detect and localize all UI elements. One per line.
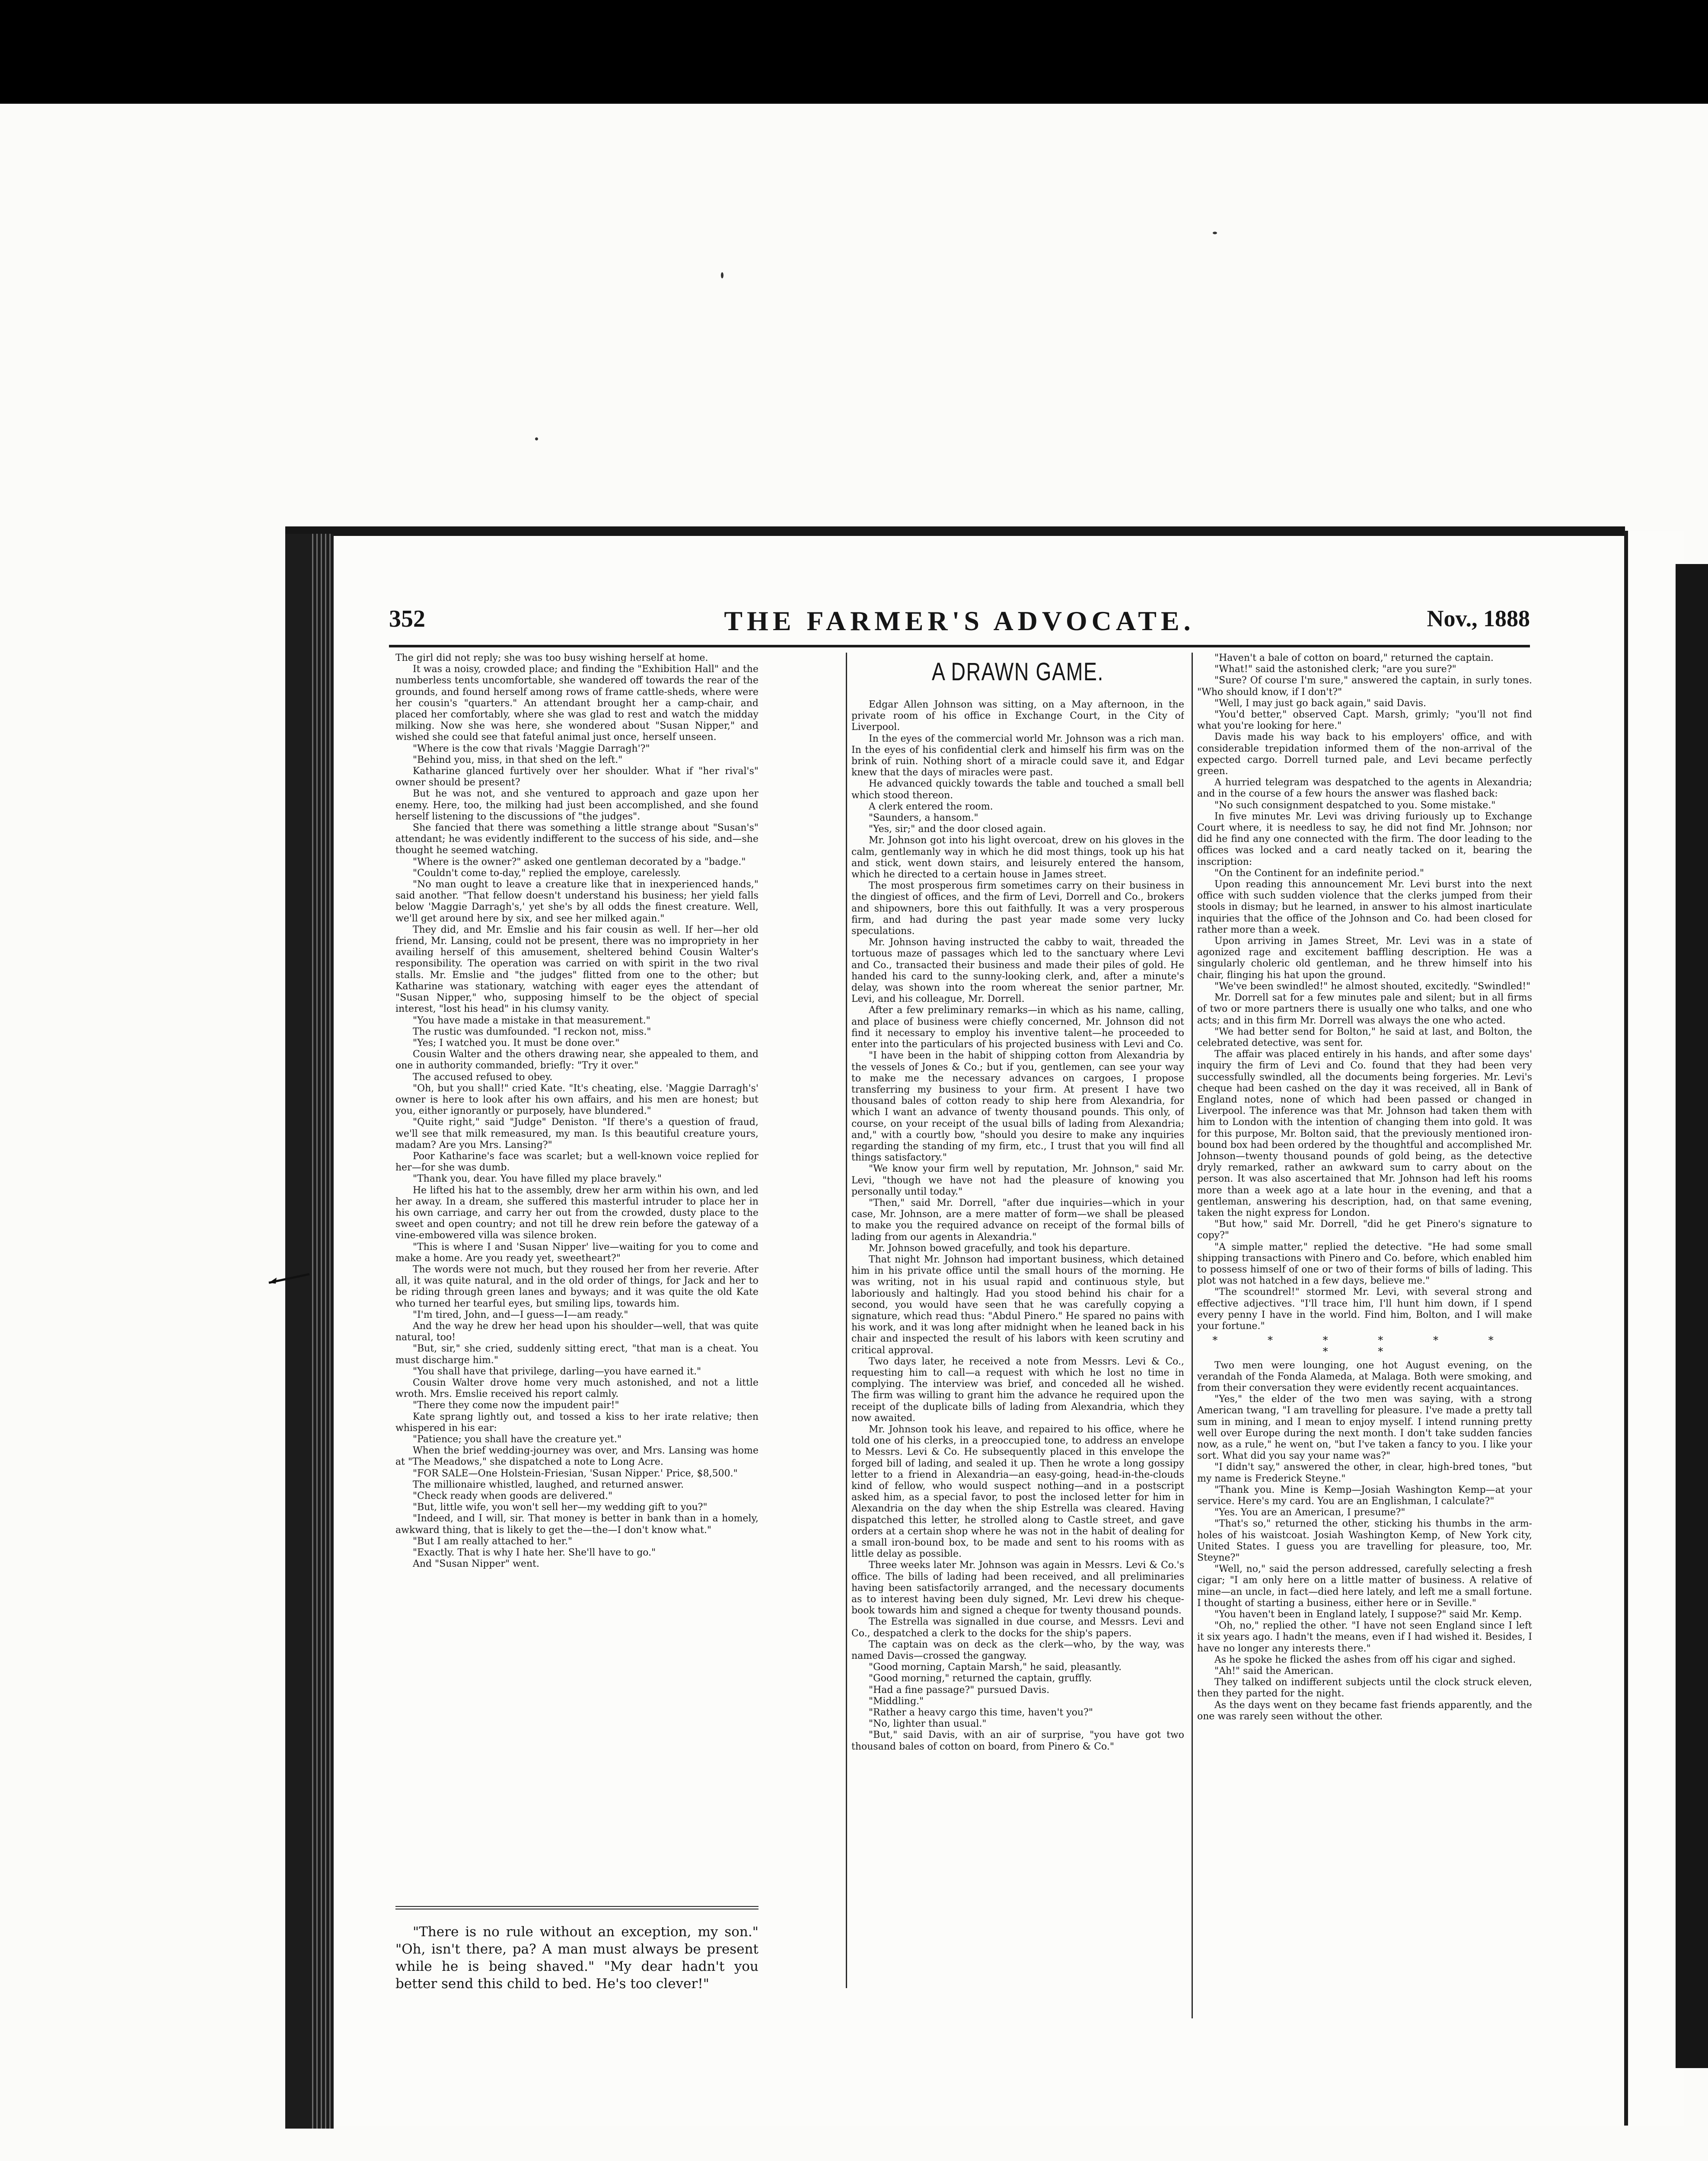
paragraph: "Thank you, dear. You have filled my place bravely." bbox=[413, 1173, 662, 1185]
paragraph: He advanced quickly towards the table and touched a small bell which stood thereon. bbox=[851, 778, 1184, 801]
issue-date: Nov., 1888 bbox=[1427, 606, 1530, 631]
paragraph: "Where is the owner?" asked one gentleman decorated by a "badge." bbox=[413, 856, 746, 867]
paragraph: "Yes, sir;" and the door closed again. bbox=[869, 824, 1046, 835]
paragraph: A clerk entered the room. bbox=[869, 801, 993, 812]
paragraph: "Yes. You are an American, I presume?" bbox=[1214, 1507, 1405, 1518]
article-title: A DRAWN GAME. bbox=[931, 658, 1104, 686]
paragraph: Three weeks later Mr. Johnson was again in Messrs. Levi & Co.'s office. The bills of lading had been received, and all preliminaries having been satisfactorily arranged, and the necessary documents as to interest having been duly signed, Mr. Levi drew his cheque-book towards him and signed a cheque for twenty thousand pounds. bbox=[851, 1560, 1184, 1616]
scan-speck bbox=[721, 272, 723, 278]
paragraph: "This is where I and 'Susan Nipper' live—waiting for you to come and make a home. Are you ready yet, sweetheart?" bbox=[395, 1241, 758, 1264]
paragraph: "We had better send for Bolton," he said at last, and Bolton, the celebrated detective, was sent for. bbox=[1197, 1026, 1532, 1049]
paragraph: "Saunders, a hansom." bbox=[869, 813, 978, 824]
paragraph: "Yes; I watched you. It must be done over." bbox=[413, 1037, 620, 1049]
paragraph: As he spoke he flicked the ashes from off his cigar and sighed. bbox=[1214, 1654, 1516, 1665]
paragraph: "No, lighter than usual." bbox=[869, 1718, 987, 1730]
paragraph: A hurried telegram was despatched to the agents in Alexandria; and in the course of a few hours the answer was flashed back: bbox=[1197, 777, 1532, 800]
header-rule bbox=[389, 645, 1530, 647]
paragraph: "You shall have that privilege, darling—you have earned it." bbox=[413, 1366, 701, 1377]
paragraph: They did, and Mr. Emslie and his fair cousin as well. If her—her old friend, Mr. Lansing, could not be present, there was no impropriety in her availing herself of this amusement, sheltered behind Cousin Walter's responsibility. The operation was carried on with spirit in the two rival stalls. Mr. Emslie and "the judges" flitted from one to the other; but Katharine was stationary, watching with eager eyes the attendant of "Susan Nipper," who, supposing himself to be the object of special interest, "lost his head" in his clumsy vanity. bbox=[395, 924, 758, 1015]
paragraph: "Ah!" said the American. bbox=[1214, 1666, 1334, 1677]
paragraph: "On the Continent for an indefinite period." bbox=[1214, 867, 1424, 879]
paragraph: "You haven't been in England lately, I suppose?" said Mr. Kemp. bbox=[1214, 1609, 1522, 1620]
paragraph: And "Susan Nipper" went. bbox=[413, 1559, 540, 1570]
paragraph: Two days later, he received a note from Messrs. Levi & Co., requesting him to call—a request with which he lost no time in complying. The interview was brief, and conceded all he wished. The firm was willing to grant him the advance he required upon the receipt of the duplicate bills of lading from Alexandria, which they now awaited. bbox=[851, 1356, 1184, 1424]
paragraph: Poor Katharine's face was scarlet; but a well-known voice replied for her—for she was dumb. bbox=[395, 1151, 758, 1173]
scan-border-right bbox=[1676, 564, 1708, 2068]
paragraph: In five minutes Mr. Levi was driving furiously up to Exchange Court where, it is needless to say, he did not find Mr. Johnson; nor did he find any one connected with the firm. The door leading to the offices was locked and a card neatly tacked on it, bearing the inscription: bbox=[1197, 811, 1532, 867]
paragraph: "What!" said the astonished clerk; "are you sure?" bbox=[1214, 664, 1456, 675]
paragraph: "We've been swindled!" he almost shouted, excitedly. "Swindled!" bbox=[1214, 981, 1531, 992]
footer-rule bbox=[395, 1906, 758, 1907]
scan-speck bbox=[1213, 232, 1217, 234]
book-page-edges bbox=[285, 534, 334, 2129]
page-header bbox=[389, 605, 1530, 635]
paragraph: "There they come now the impudent pair!" bbox=[413, 1400, 619, 1411]
paragraph: "Sure? Of course I'm sure," answered the captain, in surly tones. "Who should know, if I don't?" bbox=[1197, 675, 1532, 698]
paragraph: "But, little wife, you won't sell her—my wedding gift to you?" bbox=[413, 1502, 707, 1513]
book-spine-top bbox=[285, 526, 1625, 536]
paragraph: The girl did not reply; she was too busy wishing herself at home. bbox=[395, 653, 708, 663]
paragraph: Mr. Johnson bowed gracefully, and took his departure. bbox=[869, 1243, 1131, 1254]
paragraph: "Thank you. Mine is Kemp—Josiah Washington Kemp—at your service. Here's my card. You are an Englishman, I calculate?" bbox=[1197, 1484, 1532, 1507]
paragraph: "Patience; you shall have the creature yet." bbox=[413, 1434, 622, 1445]
paragraph: "Behind you, miss, in that shed on the left." bbox=[413, 754, 623, 765]
paragraph: Cousin Walter drove home very much astonished, and not a little wroth. Mrs. Emslie received his report calmly. bbox=[395, 1377, 758, 1400]
paragraph: The captain was on deck as the clerk—who, by the way, was named Davis—crossed the gangway. bbox=[851, 1639, 1184, 1662]
paragraph: Kate sprang lightly out, and tossed a kiss to her irate relative; then whispered in his ear: bbox=[395, 1411, 758, 1434]
paragraph: The rustic was dumfounded. "I reckon not, miss." bbox=[413, 1026, 651, 1037]
paragraph: "No man ought to leave a creature like that in inexperienced hands," said another. "That fellow doesn't understand his business; her yield falls below 'Maggie Darragh's,' yet she's by all odds the finest creature. Well, we'll get around here by six, and see her milked again." bbox=[395, 879, 758, 924]
paragraph: "Then," said Mr. Dorrell, "after due inquiries—which in your case, Mr. Johnson, are a mere matter of form—we shall be pleased to make you the required advance on receipt of the formal bills of lading from our agents in Alexandria." bbox=[851, 1197, 1184, 1243]
column-rule bbox=[846, 653, 847, 1988]
paragraph: It was a noisy, crowded place; and finding the "Exhibition Hall" and the numberless tents uncomfortable, she wandered off towards the rear of the grounds, and found herself among rows of frame cattle-sheds, where were her cousin's "quarters." An attendant brought her a camp-chair, and placed her comfortably, where she was glad to rest and watch the midday milking. Now she was here, she wondered about "Susan Nipper," and wished she could see that fateful animal just once, herself unseen. bbox=[395, 664, 758, 743]
paragraph: The Estrella was signalled in due course, and Messrs. Levi and Co., despatched a clerk to the docks for the ship's papers. bbox=[851, 1616, 1184, 1639]
paragraph: Katharine glanced furtively over her shoulder. What if "her rival's" owner should be present? bbox=[395, 766, 758, 788]
paragraph: Mr. Johnson took his leave, and repaired to his office, where he told one of his clerks, in a preoccupied tone, to address an envelope to Messrs. Levi & Co. He subsequently placed in this envelope the forged bill of lading, and sealed it up. Then he wrote a long gossipy letter to a friend in Alexandria—an easy-going, head-in-the-clouds kind of fellow, who would suspect nothing—and in a postscript asked him, as a special favor, to post the inclosed letter for him in Alexandria on the day when the ship Estrella was cleared. Having dispatched this letter, he strolled along to Castle street, and gave orders at a certain shop where he was not in the habit of dealing for a small iron-bound box, to be made and sent to his rooms with as little delay as possible. bbox=[851, 1424, 1184, 1560]
paragraph: "Haven't a bale of cotton on board," returned the captain. bbox=[1214, 653, 1494, 663]
page-number: 352 bbox=[389, 606, 425, 632]
scan-speck bbox=[535, 437, 538, 440]
paragraph: "I'm tired, John, and—I guess—I—am ready." bbox=[413, 1309, 628, 1320]
paragraph: She fancied that there was something a little strange about "Susan's" attendant; he was evidently indifferent to the success of his side, and—she thought he seemed watching. bbox=[395, 822, 758, 856]
paragraph: Davis made his way back to his employers' office, and with considerable trepidation informed them of the non-arrival of the expected cargo. Dorrell turned pale, and Levi became perfectly green. bbox=[1197, 732, 1532, 777]
paragraph: "Check ready when goods are delivered." bbox=[413, 1491, 613, 1502]
column-drawn-game-continued bbox=[1197, 653, 1532, 2014]
paragraph: "Indeed, and I will, sir. That money is better in bank than in a homely, awkward thing, that is likely to get the—the—I don't know what." bbox=[395, 1513, 758, 1536]
paragraph: The millionaire whistled, laughed, and returned answer. bbox=[413, 1479, 684, 1490]
paragraph: "FOR SALE—One Holstein-Friesian, 'Susan Nipper.' Price, $8,500." bbox=[413, 1468, 738, 1479]
paragraph: Upon arriving in James Street, Mr. Levi was in a state of agonized rage and excitement baffling description. He was a singularly choleric old gentleman, and he threw himself into his chair, flinging his hat upon the ground. bbox=[1197, 936, 1532, 981]
paragraph: "Quite right," said "Judge" Deniston. "If there's a question of fraud, we'll see that milk remeasured, my man. Is this beautiful creature yours, madam? Are you Mrs. Lansing?" bbox=[395, 1117, 758, 1151]
paragraph: "No such consignment despatched to you. Some mistake." bbox=[1214, 800, 1496, 811]
footer-anecdote bbox=[395, 1923, 758, 1992]
paragraph: That night Mr. Johnson had important business, which detained him in his private office until the small hours of the morning. He was writing, not in his usual rapid and continuous style, but laboriously and haltingly. Had you stood behind his chair for a second, you would have seen that he was carefully copying a signature, which read thus: "Abdul Pinero." He spared no pains with his work, and it was long after midnight when he leaned back in his chair and inspected the result of his labors with keen scrutiny and critical approval. bbox=[851, 1254, 1184, 1356]
column-rule bbox=[1192, 653, 1193, 2018]
paragraph: Edgar Allen Johnson was sitting, on a May afternoon, in the private room of his office in Exchange Court, in the City of Liverpool. bbox=[851, 699, 1184, 733]
paragraph: "Good morning, Captain Marsh," he said, pleasantly. bbox=[869, 1662, 1122, 1673]
paragraph: As the days went on they became fast friends apparently, and the one was rarely seen without the other. bbox=[1197, 1699, 1532, 1722]
paragraph: "Well, no," said the person addressed, carefully selecting a fresh cigar; "I am only here on a little matter of business. A relative of mine—an uncle, in fact—died here lately, and left me a small fortune. I thought of starting a business, either here or in Seville." bbox=[1197, 1564, 1532, 1609]
paragraph: "Yes," the elder of the two men was saying, with a strong American twang, "I am travelling for pleasure. I've made a pretty tall sum in mining, and I mean to enjoy myself. I intend running pretty well over Europe during the next month. I don't take sudden fancies now, as a rule," he went on, "but I've taken a fancy to you. I like your sort. What did you say your name was?" bbox=[1197, 1394, 1532, 1462]
paragraph: The most prosperous firm sometimes carry on their business in the dingiest of offices, and the firm of Levi, Dorrell and Co., brokers and shipowners, bore this out faithfully. It was a very prosperous firm, and had during the past year made some very lucky speculations. bbox=[851, 880, 1184, 937]
paragraph: "Exactly. That is why I hate her. She'll have to go." bbox=[413, 1547, 656, 1559]
anecdote-text: "There is no rule without an exception, my son." "Oh, isn't there, pa? A man must always be present while he is being shaved." "My dear hadn't you better send this child to bed. He's too clever!" bbox=[395, 1924, 758, 1992]
paragraph: "Had a fine passage?" pursued Davis. bbox=[869, 1684, 1050, 1696]
paragraph: When the brief wedding-journey was over, and Mrs. Lansing was home at "The Meadows," she dispatched a note to Long Acre. bbox=[395, 1445, 758, 1468]
paragraph: "Oh, but you shall!" cried Kate. "It's cheating, else. 'Maggie Darragh's' owner is here to look after his own affairs, and his men are honest; but you, either ignorantly or purposely, have blundered." bbox=[395, 1083, 758, 1117]
paragraph: "We know your firm well by reputation, Mr. Johnson," said Mr. Levi, "though we have not had the pleasure of knowing you personally until today." bbox=[851, 1163, 1184, 1197]
paragraph: Mr. Johnson having instructed the cabby to wait, threaded the tortuous maze of passages which led to the sanctuary where Levi and Co., transacted their business and made their piles of gold. He handed his card to the sunny-looking clerk, and, after a minute's delay, was shown into the room whereat the senior partner, Mr. Levi, and his colleague, Mr. Dorrell. bbox=[851, 937, 1184, 1005]
paragraph: "Rather a heavy cargo this time, haven't you?" bbox=[869, 1707, 1093, 1718]
paragraph: "You'd better," observed Capt. Marsh, grimly; "you'll not find what you're looking for here." bbox=[1197, 709, 1532, 732]
paragraph: "I have been in the habit of shipping cotton from Alexandria by the vessels of Jones & Co.; but if you, gentlemen, can see your way to make me the necessary advances on cargoes, I propose transferring my business to your firm. At present I have two thousand bales of cotton ready to ship here from Alexandria, for which I want an advance of twenty thousand pounds. This only, of course, on your receipt of the usual bills of lading from Alexandria; and," with a courtly bow, "should you desire to make any inquiries regarding the standing of my firm, etc., I trust that you will find all things satisfactory." bbox=[851, 1050, 1184, 1163]
paragraph: The words were not much, but they roused her from her reverie. After all, it was quite natural, and in the old order of things, for Jack and her to be riding through green lanes and byways; and it was quite the old Kate who turned her tearful eyes, but smiling lips, towards him. bbox=[395, 1264, 758, 1309]
column-drawn-game bbox=[851, 653, 1184, 1984]
paragraph: "I didn't say," answered the other, in clear, high-bred tones, "but my name is Frederick Steyne." bbox=[1197, 1462, 1532, 1484]
paragraph: Two men were lounging, one hot August evening, on the verandah of the Fonda Alameda, at Malaga. Both were smoking, and from their conversation they were evidently recent acquaintances. bbox=[1197, 1360, 1532, 1393]
paragraph: Mr. Dorrell sat for a few minutes pale and silent; but in all firms of two or more partners there is usually one who talks, and one who acts; and in this firm Mr. Dorrell was always the one who acted. bbox=[1197, 992, 1532, 1026]
paragraph: "But I am really attached to her." bbox=[413, 1536, 573, 1547]
paragraph: "A simple matter," replied the detective. "He had some small shipping transactions with Pinero and Co. before, which enabled him to possess himself of one or two of their forms of bills of lading. This plot was not hatched in a few days, believe me." bbox=[1197, 1241, 1532, 1287]
paragraph: "But, sir," she cried, suddenly sitting erect, "that man is a cheat. You must discharge him." bbox=[395, 1343, 758, 1366]
column-story-continued bbox=[395, 653, 758, 1902]
paragraph: Cousin Walter and the others drawing near, she appealed to them, and one in authority commanded, briefly: "Try it over." bbox=[395, 1049, 758, 1071]
paragraph: He lifted his hat to the assembly, drew her arm within his own, and led her away. In a dream, she suffered this masterful intruder to place her in his own carriage, and carry her out from the crowded, dusty place to the sweet and open country; and not till he drew rein before the gateway of a vine-embowered villa was silence broken. bbox=[395, 1185, 758, 1241]
paragraph: "Good morning," returned the captain, gruffly. bbox=[869, 1673, 1092, 1684]
paragraph: "You have made a mistake in that measurement." bbox=[413, 1015, 650, 1026]
paragraph: "Well, I may just go back again," said Davis. bbox=[1214, 698, 1427, 709]
paragraph: After a few preliminary remarks—in which as his name, calling, and place of business were chiefly concerned, Mr. Johnson did not find it necessary to employ his inventive talent—he proceeded to enter into the particulars of his projected business with Levi and Co. bbox=[851, 1005, 1184, 1050]
section-break: * * * * * * * * bbox=[1212, 1334, 1517, 1358]
paragraph: "That's so," returned the other, sticking his thumbs in the arm-holes of his waistcoat. Josiah Washington Kemp, of New York city, United States. I guess you are travelling for pleasure, too, Mr. Steyne?" bbox=[1197, 1518, 1532, 1564]
paragraph: "But," said Davis, with an air of surprise, "you have got two thousand bales of cotton on board, from Pinero & Co." bbox=[851, 1730, 1184, 1752]
paragraph: And the way he drew her head upon his shoulder—well, that was quite natural, too! bbox=[395, 1320, 758, 1343]
publication-title: THE FARMER'S ADVOCATE. bbox=[724, 606, 1195, 636]
paragraph: "But how," said Mr. Dorrell, "did he get Pinero's signature to copy?" bbox=[1197, 1219, 1532, 1241]
paragraph: "Oh, no," replied the other. "I have not seen England since I left it six years ago. I hadn't the means, even if I had wished it. Besides, I have no longer any interests there." bbox=[1197, 1620, 1532, 1654]
paragraph: "Where is the cow that rivals 'Maggie Darragh'?" bbox=[413, 743, 650, 754]
paragraph: "Middling." bbox=[869, 1696, 924, 1707]
paragraph: In the eyes of the commercial world Mr. Johnson was a rich man. In the eyes of his confidential clerk and himself his firm was on the brink of ruin. Nothing short of a miracle could save it, and Edgar knew that the days of miracles were past. bbox=[851, 733, 1184, 778]
paragraph: The accused refused to obey. bbox=[413, 1071, 553, 1083]
paragraph: But he was not, and she ventured to approach and gaze upon her enemy. Here, too, the milking had just been accomplished, and she found herself listening to the discussions of "the judges". bbox=[395, 788, 758, 822]
paragraph: They talked on indifferent subjects until the clock struck eleven, then they parted for the night. bbox=[1197, 1677, 1532, 1699]
paragraph: Mr. Johnson got into his light overcoat, drew on his gloves in the calm, gentlemanly way in which he did most things, took up his hat and stick, went down stairs, and leisurely entered the hansom, which he directed to a certain house in James street. bbox=[851, 835, 1184, 880]
paragraph: Upon reading this announcement Mr. Levi burst into the next office with such sudden violence that the clerks jumped from their stools in dismay; but he learned, in answer to his almost inarticulate inquiries that the office of the Johnson and Co. had been closed for rather more than a week. bbox=[1197, 879, 1532, 935]
paragraph: "Couldn't come to-day," replied the employe, carelessly. bbox=[413, 867, 681, 879]
paragraph: The affair was placed entirely in his hands, and after some days' inquiry the firm of Levi and Co. found that they had been very successfully swindled, all the documents being forgeries. Mr. Levi's cheque had been cashed on the day it was received, all in Bank of England notes, none of which had been passed or changed in Liverpool. The inference was that Mr. Johnson had taken them with him to London with the intention of changing them into gold. It was for this purpose, Mr. Bolton said, that the previously mentioned iron-bound box had been ordered by the thoughtful and accomplished Mr. Johnson—twenty thousand pounds of gold being, as the detective dryly remarked, rather an awkward sum to carry about on the person. It was also ascertained that Mr. Johnson had left his rooms more than a week ago at a late hour in the evening, and that a gentleman, answering his description, had, on that same evening, taken the night express for London. bbox=[1197, 1049, 1532, 1218]
paragraph: "The scoundrel!" stormed Mr. Levi, with several strong and effective adjectives. "I'll trace him, I'll hunt him down, if I spend every penny I have in the world. Find him, Bolton, and I will make your fortune." bbox=[1197, 1287, 1532, 1332]
arrow-mark-icon bbox=[268, 1271, 311, 1288]
